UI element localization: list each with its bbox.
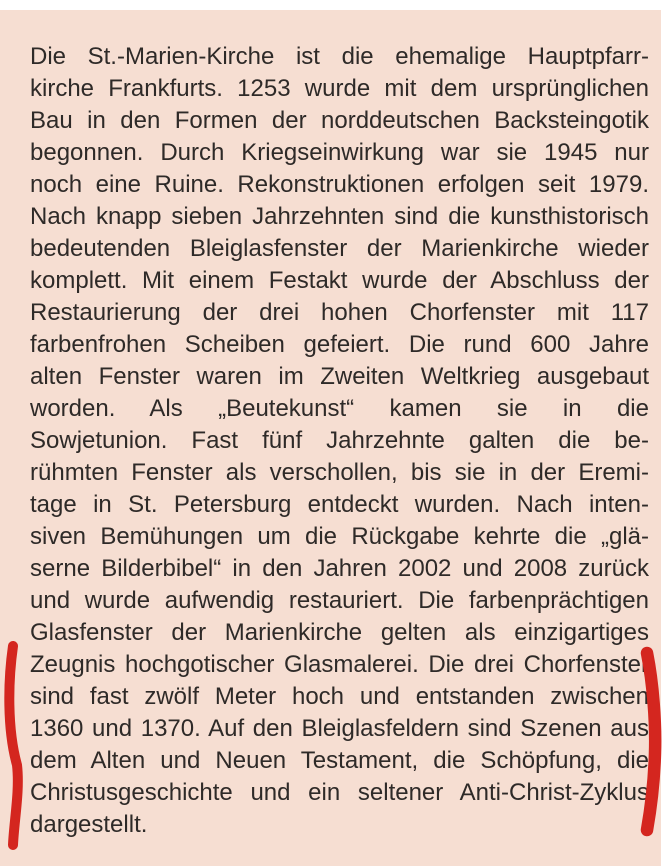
paragraph-line: siven Bemühungen um die Rückgabe kehrte die „glä- bbox=[30, 523, 649, 550]
paragraph-line: dargestellt. bbox=[30, 811, 148, 838]
paragraph-line: kirche Frankfurts. 1253 wurde mit dem ursprünglichen bbox=[30, 75, 649, 102]
paragraph-line: Nach knapp sieben Jahrzehnten sind die kunsthistorisch bbox=[30, 203, 649, 230]
paragraph-line: noch eine Ruine. Rekonstruktionen erfolgen seit 1979. bbox=[30, 171, 649, 198]
paragraph-line: worden. Als „Beutekunst“ kamen sie in die bbox=[30, 395, 649, 422]
paragraph-line: rühmten Fenster als verschollen, bis sie in der Eremi- bbox=[30, 459, 649, 486]
paragraph-line: und wurde aufwendig restauriert. Die farbenprächtigen bbox=[30, 587, 649, 614]
paragraph-line: alten Fenster waren im Zweiten Weltkrieg ausgebaut bbox=[30, 363, 649, 390]
paragraph-line: serne Bilderbibel“ in den Jahren 2002 und 2008 zurück bbox=[30, 555, 649, 582]
paragraph-line: Sowjetunion. Fast fünf Jahrzehnte galten die be- bbox=[30, 427, 649, 454]
paragraph-line: dem Alten und Neuen Testament, die Schöpfung, die bbox=[30, 747, 649, 774]
paragraph-line: Die St.-Marien-Kirche ist die ehemalige Hauptpfarr- bbox=[30, 43, 649, 70]
article-paragraph bbox=[30, 41, 649, 841]
paragraph-line: tage in St. Petersburg entdeckt wurden. Nach inten- bbox=[30, 491, 649, 518]
paragraph-line: farbenfrohen Scheiben gefeiert. Die rund 600 Jahre bbox=[30, 331, 649, 358]
paragraph-line: bedeutenden Bleiglasfenster der Marienkirche wieder bbox=[30, 235, 649, 262]
text-panel bbox=[0, 10, 661, 866]
paragraph-line: Restaurierung der drei hohen Chorfenster mit 117 bbox=[30, 299, 649, 326]
red-bracket-left-annotation bbox=[2, 641, 28, 855]
paragraph-line: sind fast zwölf Meter hoch und entstanden zwischen bbox=[30, 683, 649, 710]
paragraph-line: Zeugnis hochgotischer Glasmalerei. Die drei Chorfenster bbox=[30, 651, 649, 678]
paragraph-line: Christusgeschichte und ein seltener Anti-Christ-Zyklus bbox=[30, 779, 649, 806]
paragraph-line: komplett. Mit einem Festakt wurde der Abschluss der bbox=[30, 267, 649, 294]
paragraph-line: 1360 und 1370. Auf den Bleiglasfeldern sind Szenen aus bbox=[30, 715, 649, 742]
paragraph-line: Glasfenster der Marienkirche gelten als einzigartiges bbox=[30, 619, 649, 646]
paragraph-line: Bau in den Formen der norddeutschen Backsteingotik bbox=[30, 107, 649, 134]
red-bracket-right-annotation bbox=[636, 643, 666, 843]
paragraph-line: begonnen. Durch Kriegseinwirkung war sie 1945 nur bbox=[30, 139, 649, 166]
